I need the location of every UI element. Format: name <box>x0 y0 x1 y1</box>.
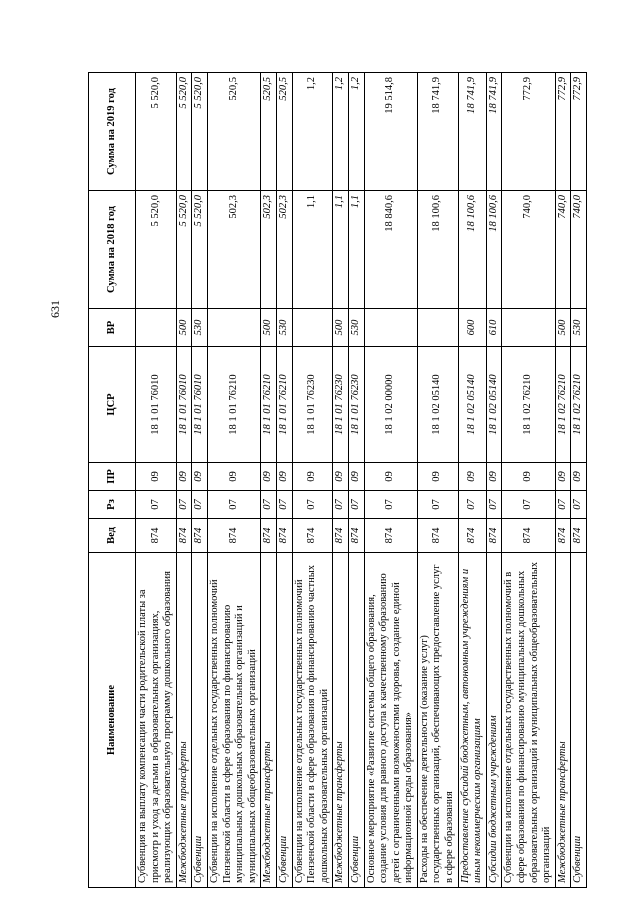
cell-vr: 500 <box>176 309 192 347</box>
header-csr: ЦСР <box>89 347 136 463</box>
cell-sum-2018: 1,1 <box>333 191 349 309</box>
table-row <box>292 73 333 888</box>
cell-csr: 18 1 02 05140 <box>417 347 458 463</box>
cell-sum-2018: 502,3 <box>207 191 260 309</box>
cell-sum-2018: 18 100,6 <box>486 191 502 309</box>
cell-sum-2018: 5 520,0 <box>136 191 177 309</box>
cell-vr: 610 <box>486 309 502 347</box>
cell-sum-2018: 740,0 <box>571 191 587 309</box>
cell-sum-2018: 5 520,0 <box>176 191 192 309</box>
cell-rz: 07 <box>136 491 177 519</box>
table-row <box>333 73 349 888</box>
cell-sum-2019: 18 741,9 <box>486 73 502 191</box>
header-rz: Рз <box>89 491 136 519</box>
cell-ved: 874 <box>348 519 364 553</box>
page-number: 631 <box>48 300 62 318</box>
cell-ved: 874 <box>207 519 260 553</box>
cell-pr: 09 <box>417 463 458 491</box>
cell-sum-2018: 18 100,6 <box>458 191 486 309</box>
cell-sum-2019: 5 520,0 <box>176 73 192 191</box>
table-row <box>348 73 364 888</box>
cell-vr: 530 <box>276 309 292 347</box>
cell-sum-2018: 18 100,6 <box>417 191 458 309</box>
cell-name: Межбюджетные трансферты <box>261 553 277 888</box>
cell-vr: 500 <box>261 309 277 347</box>
cell-pr: 09 <box>276 463 292 491</box>
cell-pr: 09 <box>261 463 277 491</box>
cell-vr <box>502 309 555 347</box>
cell-csr: 18 1 02 05140 <box>458 347 486 463</box>
cell-pr: 09 <box>458 463 486 491</box>
cell-sum-2019: 772,9 <box>502 73 555 191</box>
cell-rz: 07 <box>261 491 277 519</box>
cell-vr: 500 <box>333 309 349 347</box>
cell-vr <box>136 309 177 347</box>
cell-ved: 874 <box>364 519 417 553</box>
cell-ved: 874 <box>571 519 587 553</box>
cell-name: Субвенции <box>348 553 364 888</box>
header-vr: ВР <box>89 309 136 347</box>
cell-vr: 600 <box>458 309 486 347</box>
cell-name: Межбюджетные трансферты <box>555 553 571 888</box>
cell-pr: 09 <box>502 463 555 491</box>
cell-rz: 07 <box>207 491 260 519</box>
cell-csr: 18 1 02 00000 <box>364 347 417 463</box>
cell-sum-2019: 1,2 <box>292 73 333 191</box>
cell-pr: 09 <box>192 463 208 491</box>
cell-vr: 530 <box>348 309 364 347</box>
cell-ved: 874 <box>486 519 502 553</box>
cell-ved: 874 <box>192 519 208 553</box>
table-row <box>458 73 486 888</box>
cell-name: Предоставление субсидий бюджетным, автономным учреждениям и иным некоммерческим организациям <box>458 553 486 888</box>
header-name: Наименование <box>89 553 136 888</box>
cell-name: Межбюджетные трансферты <box>176 553 192 888</box>
cell-pr: 09 <box>292 463 333 491</box>
table-row <box>571 73 587 888</box>
table-row <box>502 73 555 888</box>
cell-ved: 874 <box>176 519 192 553</box>
cell-ved: 874 <box>417 519 458 553</box>
cell-csr: 18 1 01 76210 <box>276 347 292 463</box>
cell-vr <box>417 309 458 347</box>
cell-sum-2018: 5 520,0 <box>192 191 208 309</box>
cell-rz: 07 <box>276 491 292 519</box>
cell-csr: 18 1 02 76210 <box>555 347 571 463</box>
cell-csr: 18 1 01 76230 <box>333 347 349 463</box>
header-ved: Вед <box>89 519 136 553</box>
table-row <box>136 73 177 888</box>
cell-rz: 07 <box>333 491 349 519</box>
cell-sum-2019: 5 520,0 <box>192 73 208 191</box>
cell-name: Субсидии бюджетным учреждениям <box>486 553 502 888</box>
cell-sum-2019: 520,5 <box>276 73 292 191</box>
cell-csr: 18 1 01 76010 <box>192 347 208 463</box>
cell-ved: 874 <box>136 519 177 553</box>
cell-sum-2019: 1,2 <box>333 73 349 191</box>
cell-ved: 874 <box>261 519 277 553</box>
cell-vr: 530 <box>571 309 587 347</box>
cell-pr: 09 <box>555 463 571 491</box>
cell-csr: 18 1 01 76230 <box>348 347 364 463</box>
cell-ved: 874 <box>502 519 555 553</box>
table-row <box>192 73 208 888</box>
header-pr: ПР <box>89 463 136 491</box>
cell-pr: 09 <box>364 463 417 491</box>
cell-sum-2019: 772,9 <box>555 73 571 191</box>
cell-sum-2019: 520,5 <box>207 73 260 191</box>
cell-rz: 07 <box>292 491 333 519</box>
cell-name: Субвенции на исполнение отдельных государственных полномочий Пензенской области в сфере образования по финансированию муниципальных дошкольных образовательных организаций и муниципальных общеобразовательных организаций <box>207 553 260 888</box>
table-row <box>276 73 292 888</box>
table-row <box>207 73 260 888</box>
cell-name: Субвенция на выплату компенсации части родительской платы за присмотр и уход за детьми в образовательных организациях, реализующих образовательную программу дошкольного образования <box>136 553 177 888</box>
cell-csr: 18 1 01 76210 <box>261 347 277 463</box>
cell-pr: 09 <box>176 463 192 491</box>
cell-csr: 18 1 01 76010 <box>176 347 192 463</box>
cell-csr: 18 1 02 76210 <box>502 347 555 463</box>
cell-ved: 874 <box>292 519 333 553</box>
cell-sum-2019: 772,9 <box>571 73 587 191</box>
cell-vr <box>292 309 333 347</box>
cell-sum-2019: 5 520,0 <box>136 73 177 191</box>
cell-name: Основное мероприятие «Развитие системы общего образования, создание условия для равного доступа к качественному образованию детей с ограниченными возможностями здоровья, создание единой информационной среды образования» <box>364 553 417 888</box>
cell-csr: 18 1 02 76210 <box>571 347 587 463</box>
cell-sum-2019: 1,2 <box>348 73 364 191</box>
cell-name: Межбюджетные трансферты <box>333 553 349 888</box>
cell-sum-2018: 18 840,6 <box>364 191 417 309</box>
table-body <box>136 73 587 888</box>
cell-sum-2019: 19 514,8 <box>364 73 417 191</box>
cell-name: Субвенции <box>276 553 292 888</box>
cell-vr: 500 <box>555 309 571 347</box>
cell-rz: 07 <box>458 491 486 519</box>
cell-ved: 874 <box>333 519 349 553</box>
cell-name: Субвенции на исполнение отдельных государственных полномочий Пензенской области в сфере образования по финансированию частных дошкольных образовательных организаций <box>292 553 333 888</box>
cell-rz: 07 <box>417 491 458 519</box>
cell-sum-2018: 502,3 <box>276 191 292 309</box>
header-sum-2018: Сумма на 2018 год <box>89 191 136 309</box>
cell-rz: 07 <box>192 491 208 519</box>
cell-csr: 18 1 01 76230 <box>292 347 333 463</box>
table-row <box>176 73 192 888</box>
cell-sum-2019: 520,5 <box>261 73 277 191</box>
cell-rz: 07 <box>348 491 364 519</box>
cell-ved: 874 <box>555 519 571 553</box>
cell-vr <box>364 309 417 347</box>
cell-sum-2018: 1,1 <box>348 191 364 309</box>
table-row <box>417 73 458 888</box>
cell-sum-2018: 740,0 <box>502 191 555 309</box>
budget-table <box>88 72 587 888</box>
table-row <box>555 73 571 888</box>
cell-name: Субвенции на исполнение отдельных государственных полномочий в сфере образования по финансированию муниципальных дошкольных образовательных организаций и муниципальных общеобразовательных организаций <box>502 553 555 888</box>
cell-ved: 874 <box>458 519 486 553</box>
header-sum-2019: Сумма на 2019 год <box>89 73 136 191</box>
cell-vr <box>207 309 260 347</box>
cell-sum-2018: 502,3 <box>261 191 277 309</box>
cell-csr: 18 1 01 76010 <box>136 347 177 463</box>
cell-pr: 09 <box>348 463 364 491</box>
cell-vr: 530 <box>192 309 208 347</box>
cell-csr: 18 1 02 05140 <box>486 347 502 463</box>
cell-rz: 07 <box>502 491 555 519</box>
cell-sum-2018: 1,1 <box>292 191 333 309</box>
cell-sum-2018: 740,0 <box>555 191 571 309</box>
cell-rz: 07 <box>176 491 192 519</box>
cell-name: Субвенции <box>192 553 208 888</box>
cell-name: Расходы на обеспечение деятельности (оказание услуг) государственных организаций, обеспечивающих предоставление услуг в сфере образования <box>417 553 458 888</box>
table-row <box>486 73 502 888</box>
table-row <box>364 73 417 888</box>
cell-rz: 07 <box>364 491 417 519</box>
cell-rz: 07 <box>486 491 502 519</box>
cell-name: Субвенции <box>571 553 587 888</box>
cell-pr: 09 <box>571 463 587 491</box>
table-row <box>261 73 277 888</box>
cell-sum-2019: 18 741,9 <box>458 73 486 191</box>
cell-pr: 09 <box>136 463 177 491</box>
cell-pr: 09 <box>333 463 349 491</box>
cell-pr: 09 <box>207 463 260 491</box>
cell-ved: 874 <box>276 519 292 553</box>
cell-rz: 07 <box>555 491 571 519</box>
cell-sum-2019: 18 741,9 <box>417 73 458 191</box>
cell-pr: 09 <box>486 463 502 491</box>
rotated-document <box>88 73 588 888</box>
cell-rz: 07 <box>571 491 587 519</box>
cell-csr: 18 1 01 76210 <box>207 347 260 463</box>
table-header-row <box>89 73 136 888</box>
